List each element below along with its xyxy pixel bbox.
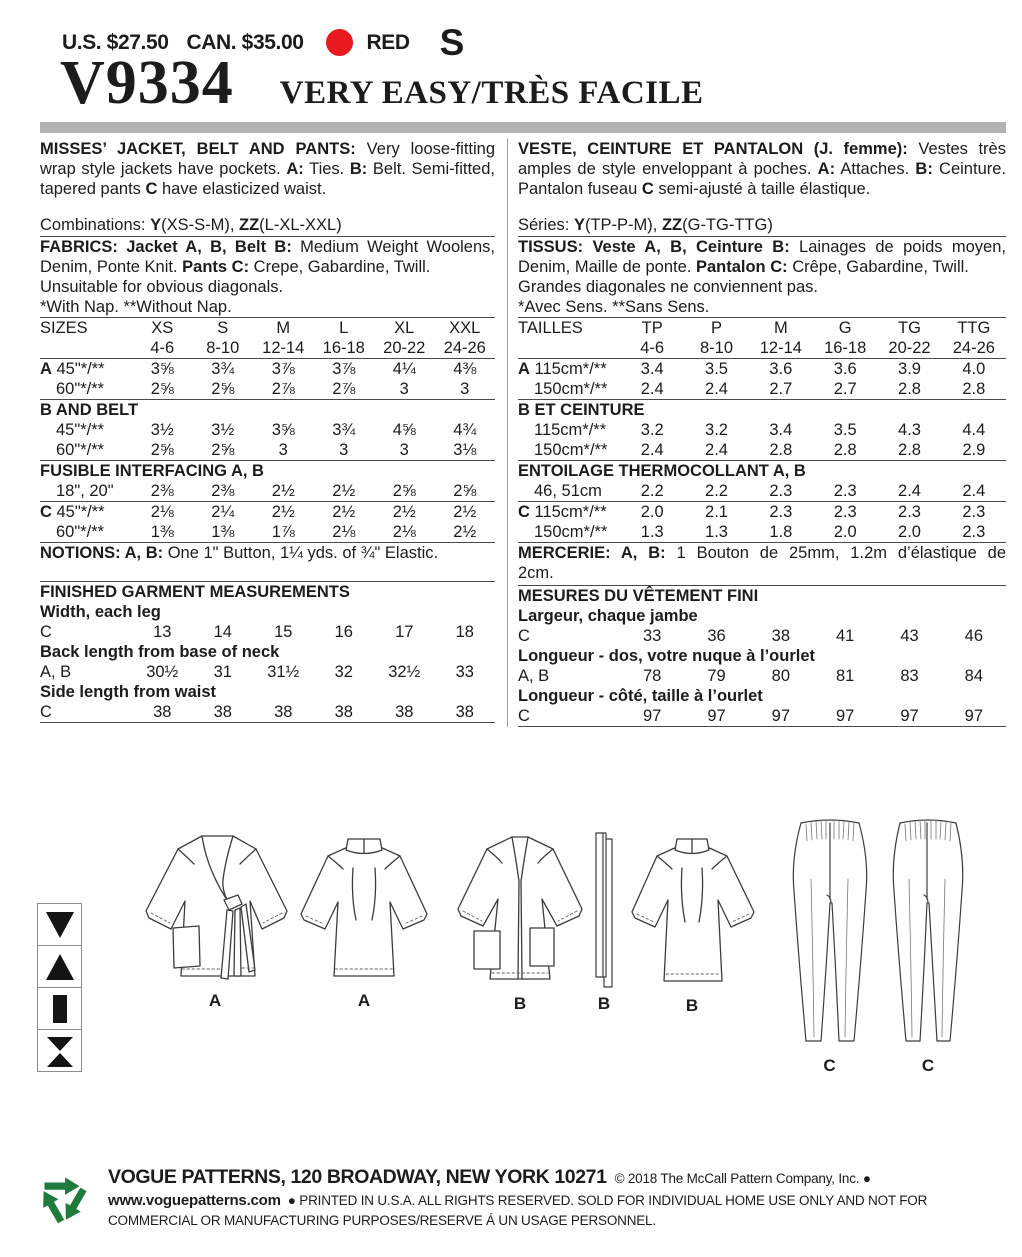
hourglass-icon xyxy=(37,1029,82,1072)
cutting-symbols-strip xyxy=(37,903,82,1072)
table-row: C 97 97 97 97 97 97 xyxy=(518,706,1006,727)
paragraph: FABRICS: Jacket A, B, Belt B: Medium Weight Woolens, Denim, Ponte Knit. Pants C: Crepe, Gabardine, Twill. xyxy=(40,238,495,276)
table-row: C 115cm*/** 2.0 2.1 2.3 2.3 2.3 2.3 xyxy=(518,503,986,521)
table-section-heading: Longueur - dos, votre nuque à l’ourlet xyxy=(518,647,816,665)
pants-c-back-drawing xyxy=(882,813,974,1076)
view-label: C xyxy=(921,1056,935,1075)
view-label: A xyxy=(208,991,222,1010)
yardage-table xyxy=(518,317,1006,583)
table-row: TAILLES TP P M G TG TTG xyxy=(518,317,1006,338)
table-row: 150cm*/** 2.4 2.4 2.7 2.7 2.8 2.8 xyxy=(518,379,1006,400)
table-row: 60"*/** 2⅝ 2⅝ 3 3 3 3⅛ xyxy=(40,440,495,461)
publisher-address: VOGUE PATTERNS, 120 BROADWAY, NEW YORK 10271 xyxy=(108,1166,607,1188)
table-row: 150cm*/** 1.3 1.3 1.8 2.0 2.0 2.3 xyxy=(518,522,1006,543)
table-row: 60"*/** 1⅜ 1⅜ 1⅞ 2⅛ 2⅛ 2½ xyxy=(40,522,495,543)
table-row: 115cm*/** 3.2 3.2 3.4 3.5 4.3 4.4 xyxy=(534,421,986,439)
price-us: U.S. $27.50 xyxy=(62,30,169,54)
color-name: RED xyxy=(366,30,410,54)
table-section-heading: Longueur - côté, taille à l’ourlet xyxy=(518,687,763,705)
yardage-table xyxy=(40,581,495,723)
price-can: CAN. $35.00 xyxy=(186,30,304,54)
table-row: C 13 14 15 16 17 18 xyxy=(40,623,474,641)
size-info-columns xyxy=(40,139,1006,727)
table-section-heading: B AND BELT xyxy=(40,401,139,419)
belt-b-drawing xyxy=(589,829,619,1014)
paragraph: *With Nap. **Without Nap. xyxy=(40,298,232,316)
english-column xyxy=(40,139,507,727)
size-letter: S xyxy=(439,22,464,63)
footer xyxy=(30,1166,1006,1232)
table-row: 4-6 8-10 12-14 16-18 20-22 24-26 xyxy=(518,338,1006,359)
yardage-table xyxy=(518,585,1006,727)
view-label: B xyxy=(513,994,527,1013)
pants-c-front-drawing xyxy=(781,813,878,1076)
table-row: A 115cm*/** 3.4 3.5 3.6 3.6 3.9 4.0 xyxy=(518,360,986,378)
table-row: A, B 78 79 80 81 83 84 xyxy=(518,667,983,685)
spacer xyxy=(40,563,495,581)
table-row: A, B 30½ 31 31½ 32 32½ 33 xyxy=(40,663,474,681)
triangle-down-icon xyxy=(37,903,82,946)
paragraph: VESTE, CEINTURE ET PANTALON (J. femme): Vestes très amples de style enveloppant à poches. A: Attaches. B: Ceinture. Pantalon fuseau C semi-ajusté à taille élastique. xyxy=(518,140,1006,198)
table-row: 18", 20" 2⅜ 2⅜ 2½ 2½ 2⅝ 2⅝ xyxy=(40,481,495,502)
table-section-heading: ENTOILAGE THERMOCOLLANT A, B xyxy=(518,462,806,480)
spacer xyxy=(40,199,495,215)
jacket-b-front-drawing xyxy=(450,829,590,1014)
divider-bar xyxy=(40,122,1006,133)
paragraph: Combinations: Y(XS-S-M), ZZ(L-XL-XXL) xyxy=(40,215,495,237)
triangle-up-icon xyxy=(37,945,82,988)
paragraph: Grandes diagonales ne conviennent pas. xyxy=(518,278,818,296)
table-row: 45"*/** 3½ 3½ 3⅝ 3¾ 4⅝ 4¾ xyxy=(56,421,477,439)
paragraph: MISSES’ JACKET, BELT AND PANTS: Very loose-fitting wrap style jackets have pockets. A: Ties. B: Belt. Semi-fitted, tapered pants C have elasticized waist. xyxy=(40,140,496,198)
table-row: 60"*/** 2⅝ 2⅝ 2⅞ 2⅞ 3 3 xyxy=(40,379,495,400)
table-section-heading: FUSIBLE INTERFACING A, B xyxy=(40,462,264,480)
table-row: 46, 51cm 2.2 2.2 2.3 2.3 2.4 2.4 xyxy=(518,481,1006,502)
rights-line-1: ● PRINTED IN U.S.A. ALL RIGHTS RESERVED. SOLD FOR INDIVIDUAL HOME USE ONLY AND NOT FOR xyxy=(287,1193,928,1208)
yardage-table xyxy=(40,317,495,563)
recycle-icon xyxy=(30,1166,96,1232)
rights-line-2: COMMERCIAL OR MANUFACTURING PURPOSES/RESERVE Á UN USAGE PERSONNEL. xyxy=(108,1213,656,1228)
spacer xyxy=(518,199,1006,215)
table-section-heading: Largeur, chaque jambe xyxy=(518,607,698,625)
paragraph: Unsuitable for obvious diagonals. xyxy=(40,278,284,296)
table-note: MERCERIE: A, B: 1 Bouton de 25mm, 1.2m d’élastique de xyxy=(518,544,1006,562)
table-row: C 45"*/** 2⅛ 2¼ 2½ 2½ 2½ 2½ xyxy=(40,503,477,521)
jacket-a-front-drawing xyxy=(136,828,294,1011)
table-row: 4-6 8-10 12-14 16-18 20-22 24-26 xyxy=(40,338,495,359)
copyright-notice: © 2018 The McCall Pattern Company, Inc. ● xyxy=(614,1171,871,1186)
view-label: A xyxy=(357,991,371,1010)
table-note: 2cm. xyxy=(518,564,554,582)
table-row: C 38 38 38 38 38 38 xyxy=(40,702,495,723)
difficulty-tagline: VERY EASY/TRÈS FACILE xyxy=(279,75,704,111)
paragraph: Séries: Y(TP-P-M), ZZ(G-TG-TTG) xyxy=(518,215,1006,237)
square-icon xyxy=(37,987,82,1030)
table-note: NOTIONS: A, B: One 1" Button, 1¼ yds. of ¾" Elastic. xyxy=(40,544,439,562)
table-row: SIZES XS S M L XL XXL xyxy=(40,317,495,338)
table-section-heading: B ET CEINTURE xyxy=(518,401,645,419)
table-row: 150cm*/** 2.4 2.4 2.8 2.8 2.8 2.9 xyxy=(518,440,1006,461)
view-label: B xyxy=(597,994,611,1013)
paragraph: *Avec Sens. **Sans Sens. xyxy=(518,298,710,316)
table-row: C 33 36 38 41 43 46 xyxy=(518,627,983,645)
table-section-heading: Side length from waist xyxy=(40,683,217,701)
masthead xyxy=(60,49,704,117)
french-column xyxy=(507,139,1006,727)
website-url: www.voguepatterns.com xyxy=(108,1192,281,1209)
jacket-b-back-drawing xyxy=(624,836,760,1016)
table-section-heading: FINISHED GARMENT MEASUREMENTS xyxy=(40,581,495,602)
table-section-heading: Back length from base of neck xyxy=(40,643,280,661)
view-label: B xyxy=(685,996,699,1015)
view-label: C xyxy=(823,1056,836,1075)
pattern-number: V9334 xyxy=(60,49,234,117)
table-row: A 45"*/** 3⅝ 3¾ 3⅞ 3⅞ 4¼ 4⅜ xyxy=(40,360,477,378)
table-section-heading: Width, each leg xyxy=(40,603,161,621)
table-section-heading: MESURES DU VÊTEMENT FINI xyxy=(518,585,1006,606)
paragraph: TISSUS: Veste A, B, Ceinture B: Lainages de poids moyen, Denim, Maille de ponte. Pantalon C: Crêpe, Gabardine, Twill. xyxy=(518,238,1006,276)
jacket-a-back-drawing xyxy=(293,836,435,1011)
